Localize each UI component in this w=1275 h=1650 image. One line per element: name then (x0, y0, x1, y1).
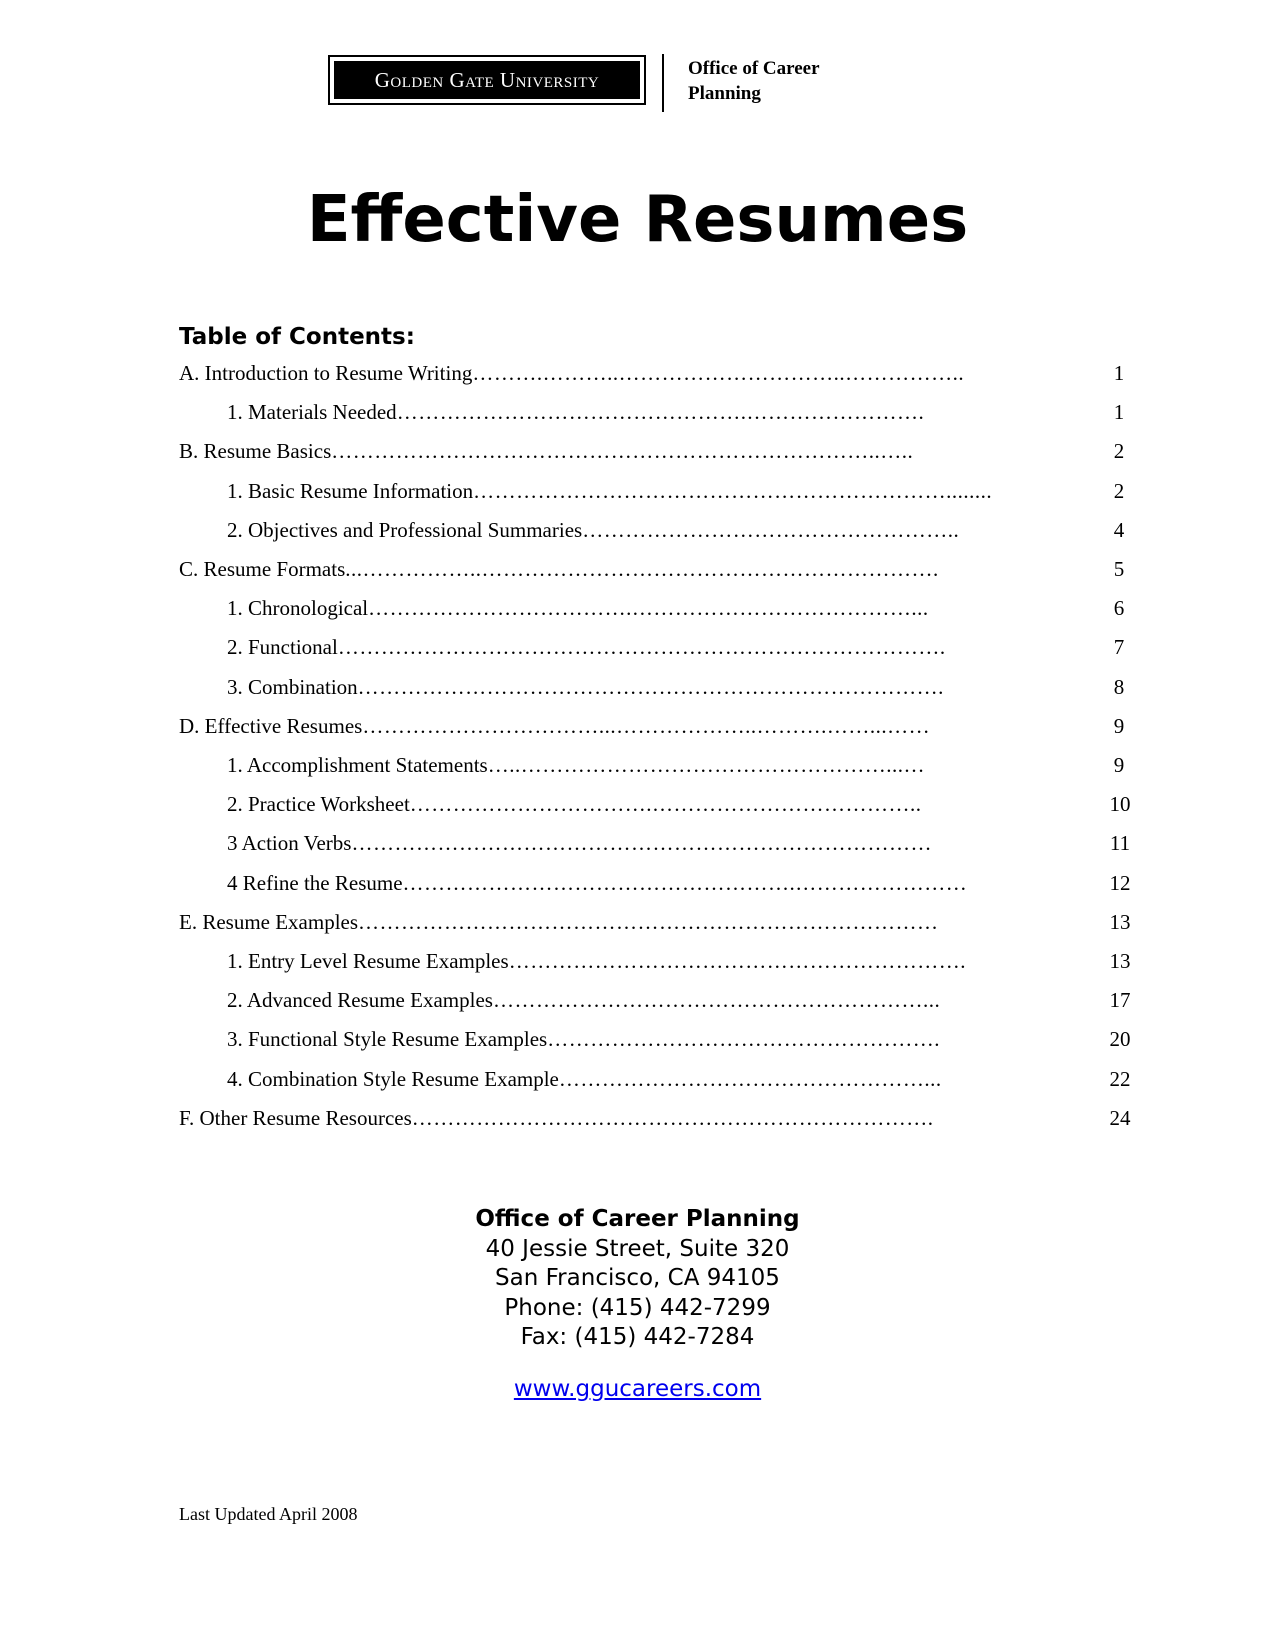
toc-entry-leader: ………………………………………….……………………. (396, 400, 925, 425)
toc-row[interactable] (0, 672, 1275, 702)
website-link[interactable]: www.ggucareers.com (513, 1375, 762, 1402)
toc-row[interactable] (0, 868, 1275, 898)
document-title: Effective Resumes (306, 183, 969, 257)
toc-entry-label: 1. Entry Level Resume Examples (227, 949, 509, 973)
toc-entry-leader: …………………………….……………………………….. (409, 792, 922, 817)
toc-entry-leader: ………………………………………………………………………. (357, 674, 944, 699)
toc-entry (227, 750, 1083, 780)
toc-entry-leader: …………………………………………………………………..….. (331, 439, 914, 464)
toc-page-number: 9 (1113, 753, 1125, 777)
toc-entry-leader: ……………………………...………………..……….……...…… (362, 713, 931, 738)
office-label (688, 56, 888, 106)
toc-page-number: 20 (1109, 1027, 1131, 1052)
toc-page-number: 13 (1109, 949, 1131, 973)
toc-entry-label: B. Resume Basics (179, 439, 332, 464)
toc-entry-leader: ……….………..…………………………..…………….. (472, 361, 965, 385)
toc-entry (227, 476, 1083, 506)
toc-row[interactable] (0, 711, 1275, 741)
toc-entry (179, 1103, 1083, 1133)
toc-entry-leader: ………………………………………………………. (508, 949, 966, 973)
toc-entry-label: 3 Action Verbs (227, 831, 352, 856)
toc-entry (227, 515, 1083, 545)
toc-entry (227, 868, 1083, 898)
last-updated: Last Updated April 2008 (179, 1504, 358, 1524)
toc-page-number: 8 (1113, 674, 1125, 699)
toc-page-number: 7 (1113, 635, 1125, 660)
toc-entry-label: 1. Accomplishment Statements (227, 753, 488, 777)
toc-entry (227, 828, 1083, 858)
toc-row[interactable] (0, 1064, 1275, 1094)
toc-row[interactable] (0, 632, 1275, 662)
toc-entry (227, 789, 1083, 819)
toc-entry (179, 554, 1083, 584)
toc-entry (227, 946, 1083, 976)
toc-entry-leader: ……………………………………………….…………………… (402, 870, 968, 895)
toc-entry-leader: ………………………………………………………………. (411, 1105, 934, 1130)
toc-entry-label: 3. Functional Style Resume Examples (227, 1027, 548, 1052)
toc-row[interactable] (0, 828, 1275, 858)
toc-page-number: 2 (1113, 478, 1125, 503)
toc-page-number: 11 (1109, 831, 1131, 856)
toc-page-number: 1 (1113, 400, 1125, 425)
toc-entry (227, 632, 1083, 662)
toc-row[interactable] (0, 358, 1275, 388)
toc-row[interactable] (0, 593, 1275, 623)
toc-entry-leader: ...……………..………………………………………………………. (345, 557, 939, 581)
toc-page-number: 24 (1109, 1105, 1131, 1130)
toc-entry (227, 397, 1083, 427)
contact-fax: Fax: (415) 442-7284 (520, 1324, 755, 1350)
toc-entry-label: 1. Chronological (227, 596, 369, 621)
toc-entry-label: 2. Objectives and Professional Summaries (227, 517, 583, 542)
toc-entry-label: 1. Materials Needed (227, 400, 397, 425)
toc-entry (227, 1024, 1083, 1054)
toc-page-number: 22 (1109, 1066, 1131, 1091)
toc-heading: Table of Contents: (179, 324, 415, 350)
toc-entry-label: C. Resume Formats (179, 557, 346, 581)
toc-row[interactable] (0, 554, 1275, 584)
toc-entry-leader: ……………………………………………... (558, 1066, 942, 1091)
toc-entry (227, 593, 1083, 623)
toc-entry-leader: ……………………………………………………………………… (351, 831, 932, 856)
toc-entry-label: 2. Advanced Resume Examples (227, 988, 493, 1013)
toc-entry-leader: …………………………………………………………........ (473, 478, 993, 503)
toc-entry-label: 2. Practice Worksheet (227, 792, 410, 817)
toc-entry (227, 1064, 1083, 1094)
toc-entry (179, 436, 1083, 466)
contact-address-line1: 40 Jessie Street, Suite 320 (485, 1235, 790, 1262)
header-divider (662, 54, 664, 112)
toc-page-number: 12 (1109, 870, 1131, 895)
toc-entry (179, 711, 1083, 741)
toc-row[interactable] (0, 1103, 1275, 1133)
toc-entry-leader: …..……………………………………………...… (487, 753, 925, 777)
office-label-line1: Office of Career (688, 58, 820, 79)
toc-entry-label: E. Resume Examples (179, 909, 359, 934)
university-logo (328, 55, 646, 105)
toc-row[interactable] (0, 789, 1275, 819)
toc-page-number: 17 (1109, 988, 1131, 1013)
toc-entry (227, 985, 1083, 1015)
toc-row[interactable] (0, 476, 1275, 506)
toc-page-number: 4 (1113, 517, 1125, 542)
toc-page-number: 6 (1113, 596, 1125, 621)
contact-block (0, 1205, 1275, 1404)
toc-entry-label: 2. Functional (227, 635, 338, 660)
toc-page-number: 10 (1109, 792, 1131, 817)
toc-entry-label: 4. Combination Style Resume Example (227, 1066, 559, 1091)
toc-entry-leader: ……………………………………………………………………… (358, 909, 939, 934)
toc-row[interactable] (0, 985, 1275, 1015)
toc-entry-label: F. Other Resume Resources (179, 1105, 412, 1130)
contact-phone: Phone: (415) 442-7299 (504, 1294, 771, 1321)
toc-entry-leader: ……………………………………………………... (492, 988, 941, 1013)
toc-entry-label: A. Introduction to Resume Writing (179, 361, 473, 385)
toc-row[interactable] (0, 515, 1275, 545)
office-label-line2: Planning (688, 83, 761, 104)
toc-entry-leader: ……………………………….…………………………………... (368, 596, 929, 621)
toc-entry-label: 4 Refine the Resume (227, 870, 403, 895)
contact-org: Office of Career Planning (475, 1206, 800, 1232)
toc-entry-label: 3. Combination (227, 674, 358, 699)
toc-row[interactable] (0, 907, 1275, 937)
toc-page-number: 9 (1113, 713, 1125, 738)
toc-entry-leader: …………………………………………….. (582, 517, 960, 542)
toc-row[interactable] (0, 397, 1275, 427)
toc-entry-leader: …………………………………………………………………………. (337, 635, 946, 660)
toc-entry (179, 907, 1083, 937)
university-logo-text: Golden Gate University (334, 61, 640, 99)
toc-row[interactable] (0, 946, 1275, 976)
toc-row[interactable] (0, 436, 1275, 466)
toc-entry-label: D. Effective Resumes (179, 713, 363, 738)
toc-entry-leader: ………………………………………………. (547, 1027, 940, 1052)
toc-entry (227, 672, 1083, 702)
toc-entry (179, 358, 1083, 388)
contact-address-line2: San Francisco, CA 94105 (495, 1265, 780, 1291)
toc-row[interactable] (0, 1024, 1275, 1054)
toc-page-number: 13 (1109, 909, 1131, 934)
toc-row[interactable] (0, 750, 1275, 780)
toc-page-number: 1 (1113, 361, 1125, 385)
toc-page-number: 5 (1113, 557, 1125, 581)
toc-entry-label: 1. Basic Resume Information (227, 478, 474, 503)
toc-page-number: 2 (1113, 439, 1125, 464)
